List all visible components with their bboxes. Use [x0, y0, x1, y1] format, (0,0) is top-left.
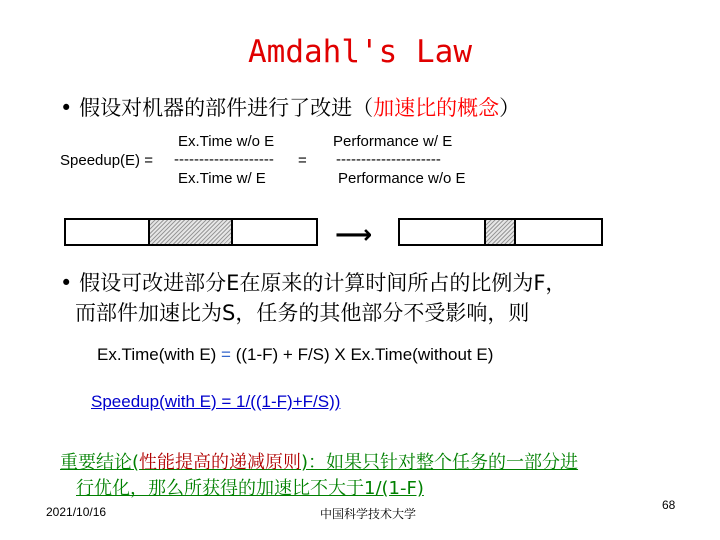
frac2-line: --------------------- [336, 151, 441, 168]
bullet-mark: • [60, 96, 73, 120]
conclusion-line-1 [60, 448, 578, 474]
bullet-1-highlight: 加速比的概念 [373, 96, 500, 120]
bullet-2 [60, 268, 566, 328]
equals-sign: = [298, 152, 307, 169]
frac1-numerator: Ex.Time w/o E [178, 133, 275, 150]
frac1-line: -------------------- [174, 151, 274, 168]
bullet-1-text: 假设对机器的部件进行了改进（ [79, 96, 374, 120]
footer-date: 2021/10/16 [46, 505, 107, 519]
page-number: 68 [662, 498, 676, 512]
box-after-right [514, 218, 603, 246]
conclusion-text: )：如果只针对整个任务的一部分进 [301, 452, 579, 473]
formula-extime-equals: = [221, 345, 231, 364]
conclusion-principle: 性能提高的递减原则 [139, 452, 302, 473]
formula-extime-right: ((1-F) + F/S) X Ex.Time(without E) [230, 345, 494, 364]
frac2-numerator: Performance w/ E [333, 133, 453, 150]
box-after-hatched [484, 218, 516, 246]
formula-extime [97, 345, 493, 365]
formula-extime-left: Ex.Time(with E) [97, 345, 222, 364]
footer-org: 中国科学技术大学 [320, 507, 417, 521]
box-before-hatched [148, 218, 233, 246]
conclusion-line-2: 行优化，那么所获得的加速比不大于1/(1-F) [76, 478, 424, 499]
bullet-2-line-1: 假设可改进部分E在原来的计算时间所占的比例为F， [79, 271, 567, 295]
frac1-denominator: Ex.Time w/ E [178, 170, 266, 187]
bullet-1-close: ） [499, 96, 521, 120]
bullet-2-line-2: 而部件加速比为S，任务的其他部分不受影响，则 [75, 301, 530, 325]
box-after-left [398, 218, 486, 246]
conclusion-prefix: 重要结论( [60, 452, 140, 473]
speedup-lhs: Speedup(E) = [60, 152, 153, 169]
box-before-left [64, 218, 150, 246]
slide-title: Amdahl's Law [248, 34, 472, 70]
bullet-mark: • [60, 271, 73, 295]
arrow-icon: ⟶ [335, 220, 373, 250]
box-before-right [231, 218, 318, 246]
formula-speedup: Speedup(with E) = 1/((1-F)+F/S)) [91, 392, 341, 411]
bullet-1 [60, 92, 520, 122]
frac2-denominator: Performance w/o E [338, 170, 466, 187]
